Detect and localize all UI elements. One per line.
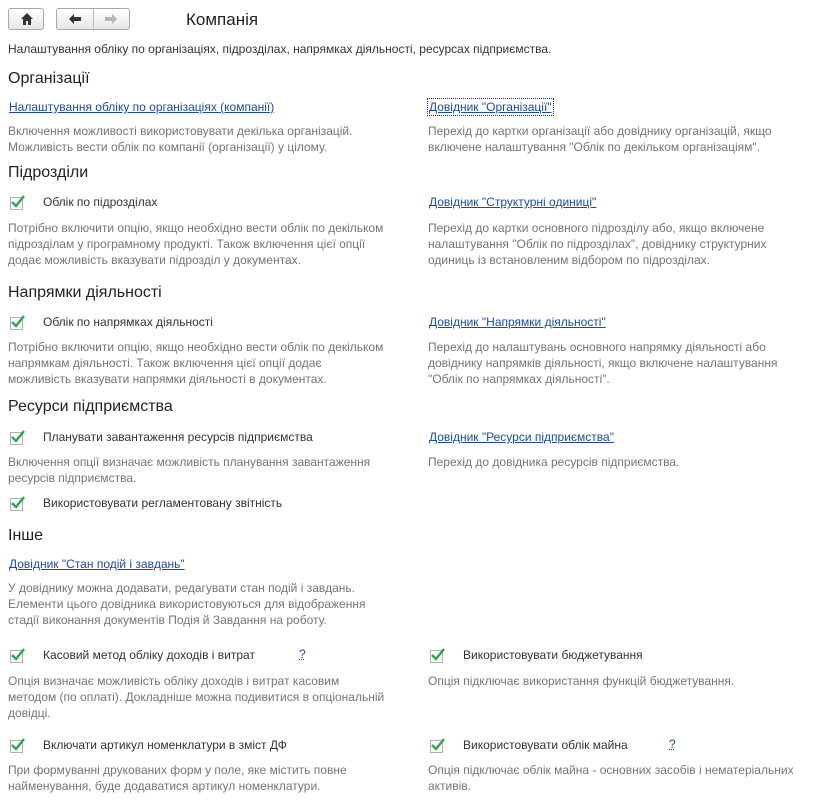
- directions-checkbox[interactable]: [10, 317, 23, 330]
- organizations-settings-link[interactable]: Налаштування обліку по організаціях (компанії): [9, 100, 275, 114]
- cash-method-description: Опція визначає можливість обліку доходів і витрат касовим методом (по оплаті). Докладніше можна подивитися в опціональній довідці.: [8, 674, 385, 720]
- budgeting-description: Опція підключає використання функцій бюджетування.: [428, 674, 735, 688]
- departments-checkbox-label[interactable]: Облік по підрозділах: [43, 195, 158, 209]
- organizations-settings-description: Включення можливості використовувати декілька організацій. Можливість вести облік по компанії (організації) у цілому.: [8, 124, 353, 154]
- checkmark-icon: [10, 194, 26, 210]
- section-heading-other: Інше: [8, 527, 44, 544]
- events-status-description: У довіднику можна додавати, редагувати стан подій і завдань. Елементи цього довідника використовуються для відображення стадії виконання документів Подія й Завдання на роботу.: [8, 581, 366, 627]
- resources-catalog-description: Перехід до довідника ресурсів підприємства.: [428, 455, 680, 469]
- checkmark-icon: [430, 737, 446, 753]
- checkmark-icon: [430, 647, 446, 663]
- events-status-catalog-link[interactable]: Довідник "Стан подій і завдань": [9, 557, 185, 571]
- page-subtitle: Налаштування обліку по організаціях, підрозділах, напрямках діяльності, ресурсах підприємства.: [8, 42, 552, 56]
- resources-plan-checkbox[interactable]: [10, 432, 23, 445]
- directions-catalog-description: Перехід до налаштувань основного напрямку діяльності або довіднику напрямків діяльності, якщо включене налаштування "Облік по напрямках діяльності".: [428, 340, 778, 386]
- departments-checkbox[interactable]: [10, 197, 23, 210]
- directions-catalog-link[interactable]: Довідник "Напрямки діяльності": [429, 315, 606, 329]
- cash-method-checkbox[interactable]: [10, 650, 23, 663]
- checkmark-icon: [10, 429, 26, 445]
- regulated-reporting-label[interactable]: Використовувати регламентовану звітність: [43, 496, 283, 510]
- directions-checkbox-label[interactable]: Облік по напрямках діяльності: [43, 315, 213, 329]
- article-in-content-checkbox[interactable]: [10, 740, 23, 753]
- section-heading-organizations: Організації: [8, 70, 90, 87]
- organizations-catalog-description: Перехід до картки організації або довіднику організацій, якщо включене налаштування "Облік по декільком організаціям".: [428, 124, 772, 154]
- section-heading-directions: Напрямки діяльності: [8, 284, 162, 301]
- cash-method-label[interactable]: Касовий метод обліку доходів і витрат: [43, 648, 255, 662]
- budgeting-label[interactable]: Використовувати бюджетування: [463, 648, 643, 662]
- departments-description: Потрібно включити опцію, якщо необхідно вести облік по декільком підрозділам у програмному продукті. Також включення цієї опції додає можливість вказувати підрозділ у документах.: [8, 221, 384, 267]
- resources-plan-description: Включення опції визначає можливість планування завантаження ресурсів підприємства.: [8, 455, 371, 485]
- section-heading-departments: Підрозділи: [8, 164, 89, 181]
- property-accounting-description: Опція підключає облік майна - основних засобів і нематеріальних активів.: [428, 763, 794, 793]
- navigation-buttons: [56, 8, 130, 30]
- home-button[interactable]: [8, 8, 44, 30]
- property-accounting-help-link[interactable]: ?: [669, 737, 676, 751]
- back-button[interactable]: [57, 9, 94, 29]
- checkmark-icon: [10, 314, 26, 330]
- home-icon: [20, 12, 34, 29]
- checkmark-icon: [10, 737, 26, 753]
- budgeting-checkbox[interactable]: [430, 650, 443, 663]
- forward-button[interactable]: [94, 9, 129, 29]
- article-in-content-label[interactable]: Включати артикул номенклатури в зміст ДФ: [43, 738, 287, 752]
- page-title: Компанія: [186, 10, 259, 29]
- checkmark-icon: [10, 495, 26, 511]
- departments-catalog-description: Перехід до картки основного підрозділу або, якщо включене налаштування "Облік по підрозділах", довіднику структурних одиниць із встановленим відбором по підрозділах.: [428, 221, 767, 267]
- departments-catalog-link[interactable]: Довідник "Структурні одиниці": [429, 195, 597, 209]
- section-heading-resources: Ресурси підприємства: [8, 398, 173, 415]
- property-accounting-checkbox[interactable]: [430, 740, 443, 753]
- property-accounting-label[interactable]: Використовувати облік майна: [463, 738, 628, 752]
- cash-method-help-link[interactable]: ?: [299, 647, 306, 661]
- regulated-reporting-checkbox[interactable]: [10, 498, 23, 511]
- article-in-content-description: При формуванні друкованих форм у поле, яке містить повне найменування, буде додаватися артикул номенклатури.: [8, 763, 347, 793]
- checkmark-icon: [10, 647, 26, 663]
- directions-description: Потрібно включити опцію, якщо необхідно вести облік по декільком напрямкам діяльності. Також включення цієї опції додає можливість вказувати напрямки діяльності в документах.: [8, 340, 384, 386]
- arrow-left-icon: [68, 12, 82, 29]
- organizations-catalog-link[interactable]: Довідник "Організації": [429, 100, 552, 114]
- resources-plan-label[interactable]: Планувати завантаження ресурсів підприємства: [43, 430, 313, 444]
- resources-catalog-link[interactable]: Довідник "Ресурси підприємства": [429, 430, 614, 444]
- arrow-right-icon: [104, 12, 118, 29]
